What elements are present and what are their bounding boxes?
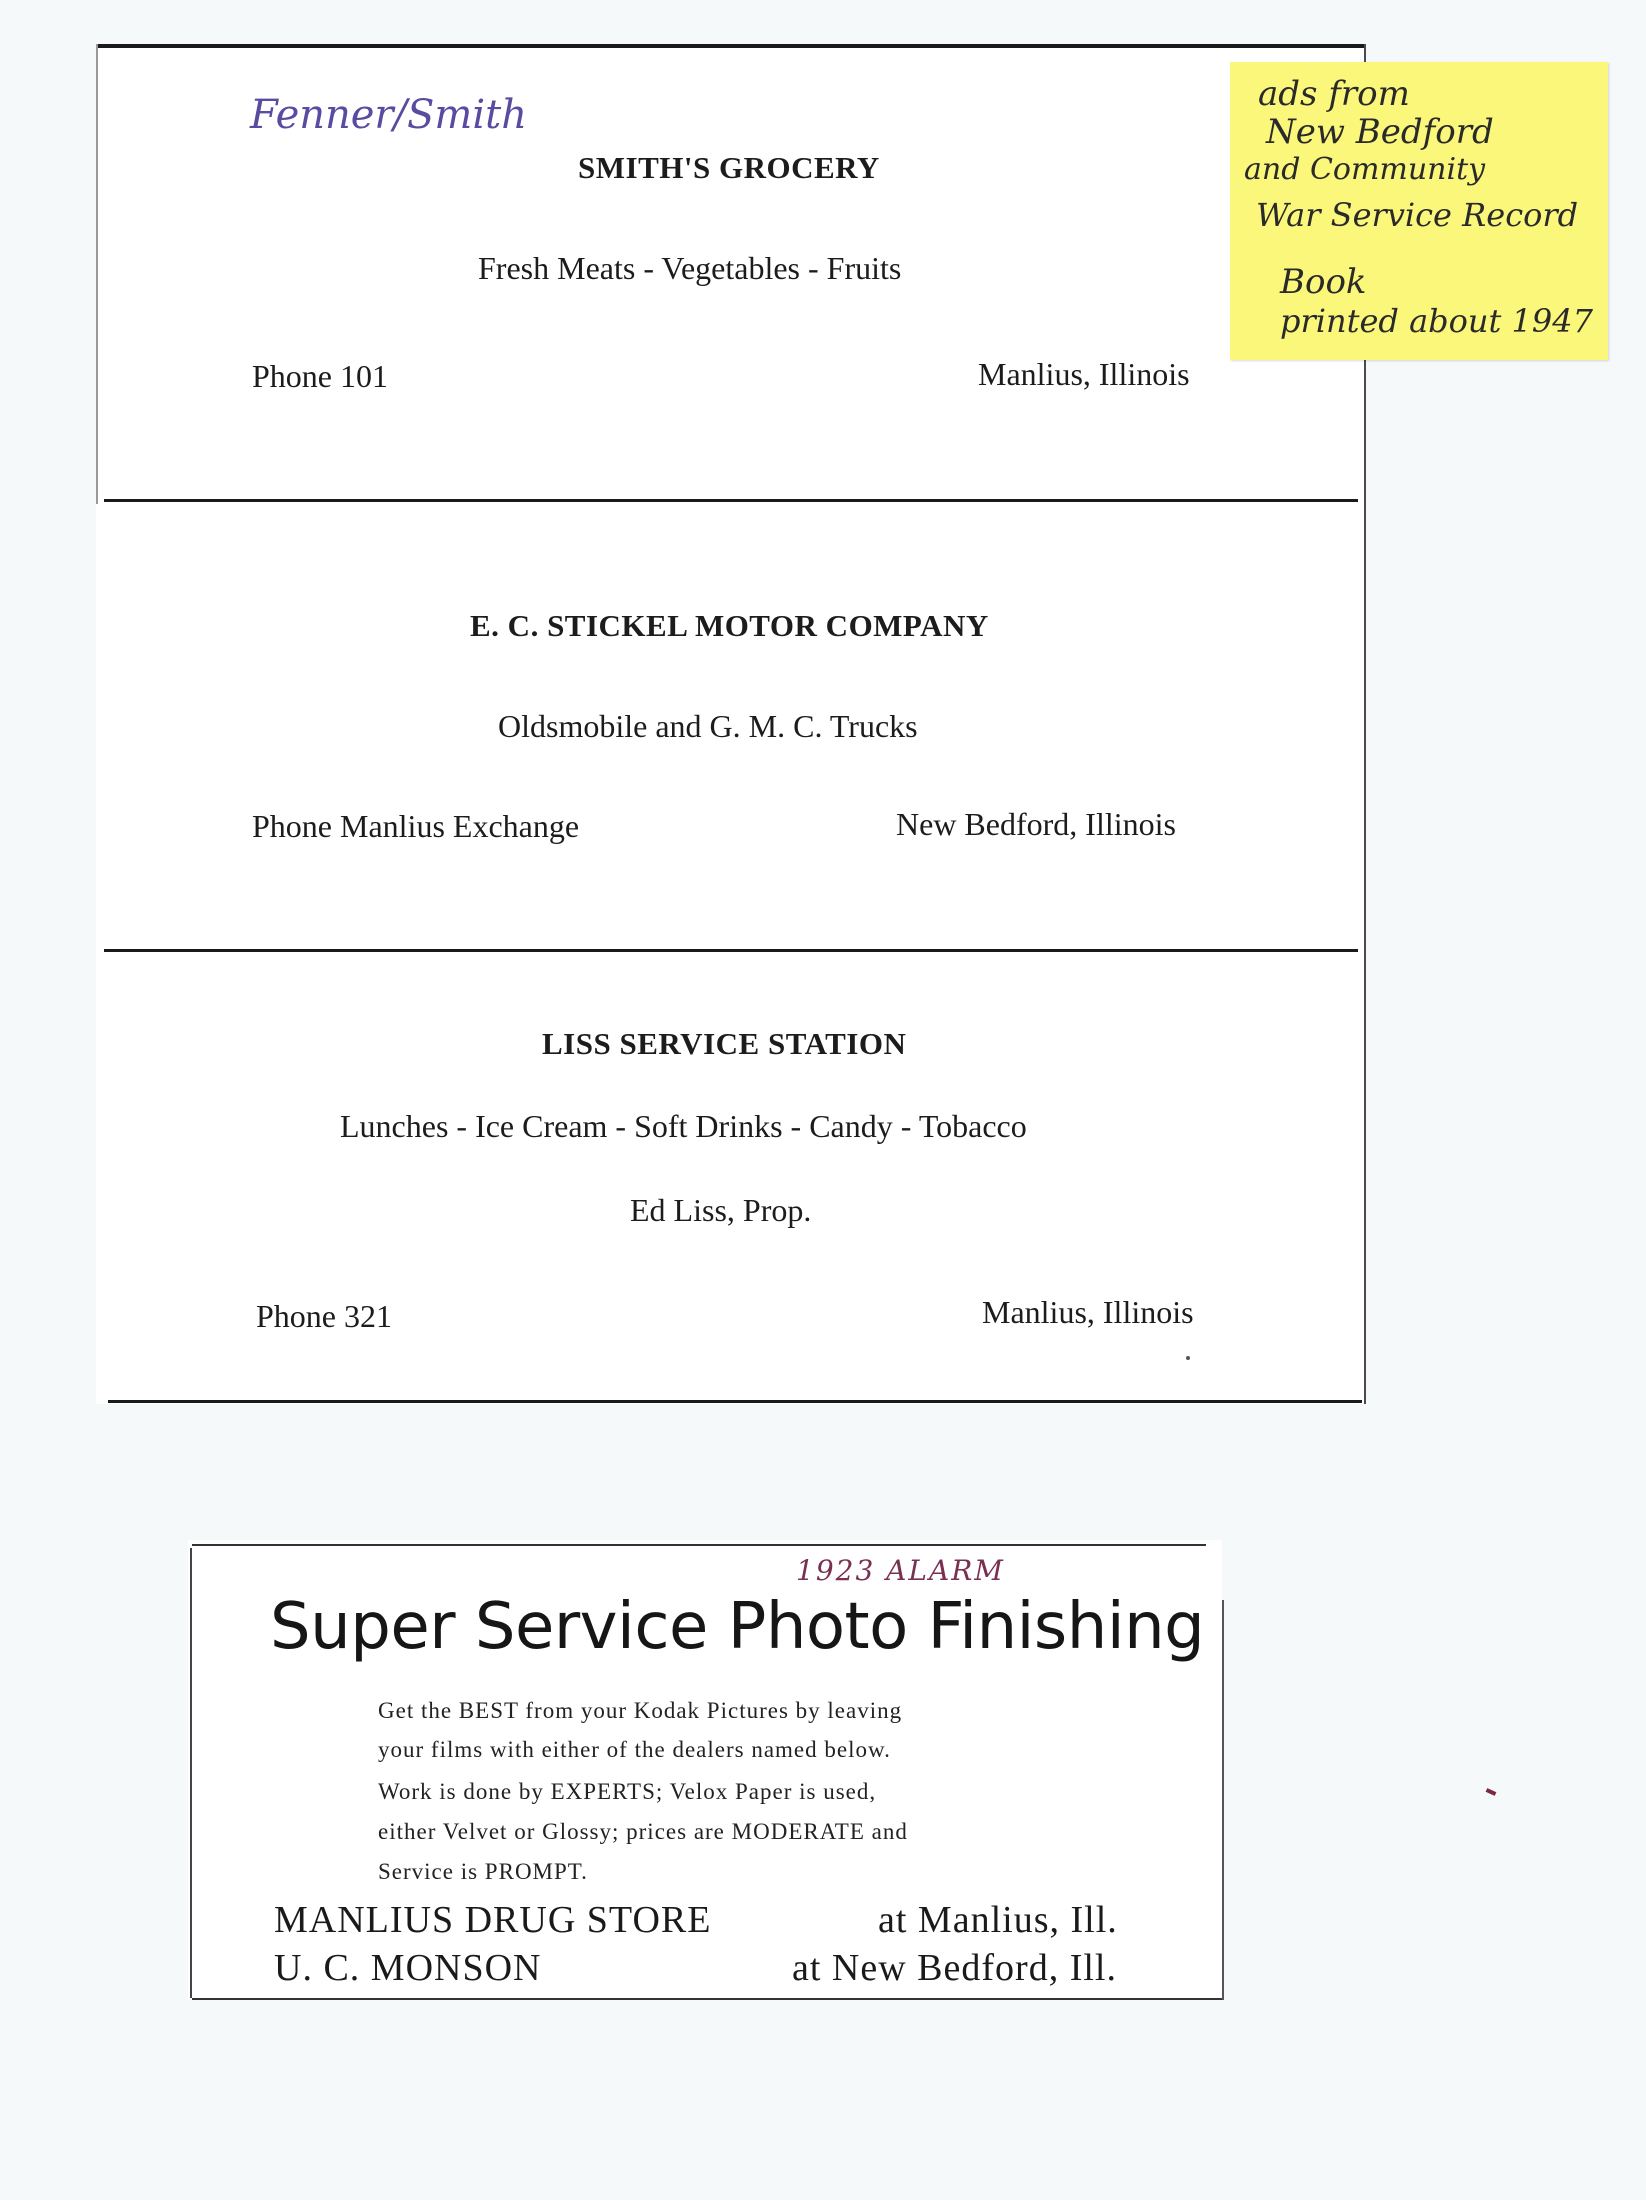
photo-ad-left-border bbox=[190, 1548, 192, 1998]
ad-location: Manlius, Illinois bbox=[978, 356, 1190, 392]
photo-ad-heading: Super Service Photo Finishing bbox=[270, 1590, 1205, 1664]
speck-mark bbox=[1186, 1356, 1190, 1360]
dealer-name: U. C. MONSON bbox=[274, 1947, 542, 1989]
photo-ad-body-line: Service is PROMPT. bbox=[378, 1859, 588, 1884]
photo-ad-body-line: your films with either of the dealers named below. bbox=[378, 1737, 891, 1762]
ink-mark bbox=[1486, 1788, 1497, 1796]
sheet-left-border bbox=[96, 44, 98, 504]
sheet-top-border bbox=[96, 44, 1366, 48]
photo-ad-right-border bbox=[1222, 1600, 1224, 2000]
ad-phone: Phone Manlius Exchange bbox=[252, 808, 580, 844]
ad-divider bbox=[104, 499, 1358, 502]
sticky-note-line: and Community bbox=[1244, 152, 1486, 187]
ad-tagline: Lunches - Ice Cream - Soft Drinks - Candy - Tobacco bbox=[340, 1108, 1027, 1144]
handwritten-note: 1923 ALARM bbox=[796, 1554, 1005, 1587]
photo-ad-bottom-border bbox=[192, 1998, 1224, 2000]
dealer-location: at New Bedford, Ill. bbox=[792, 1947, 1117, 1989]
sticky-note-line: printed about 1947 bbox=[1280, 302, 1593, 340]
ad-location: Manlius, Illinois bbox=[982, 1294, 1194, 1330]
photo-ad-body-line: Get the BEST from your Kodak Pictures by leaving bbox=[378, 1698, 903, 1723]
sticky-note-line: Book bbox=[1280, 262, 1367, 302]
sticky-note bbox=[1230, 62, 1608, 360]
sticky-note-line: ads from bbox=[1258, 74, 1410, 114]
ad-title: SMITH'S GROCERY bbox=[578, 150, 880, 185]
sticky-note-line: War Service Record bbox=[1256, 196, 1579, 234]
photo-ad-top-border bbox=[192, 1544, 1206, 1546]
ad-divider bbox=[104, 949, 1358, 952]
ad-tagline: Fresh Meats - Vegetables - Fruits bbox=[478, 250, 902, 286]
photo-ad-body-line: Work is done by EXPERTS; Velox Paper is used, bbox=[378, 1779, 877, 1804]
handwritten-signature: Fenner/Smith bbox=[250, 92, 527, 138]
ad-location: New Bedford, Illinois bbox=[896, 806, 1176, 842]
ad-proprietor: Ed Liss, Prop. bbox=[630, 1192, 812, 1228]
ad-phone: Phone 101 bbox=[252, 358, 388, 394]
ad-tagline: Oldsmobile and G. M. C. Trucks bbox=[498, 708, 918, 744]
photo-ad-body-line: either Velvet or Glossy; prices are MODERATE and bbox=[378, 1819, 908, 1844]
sticky-note-line: New Bedford bbox=[1266, 112, 1494, 152]
dealer-location: at Manlius, Ill. bbox=[878, 1899, 1118, 1941]
ad-title: E. C. STICKEL MOTOR COMPANY bbox=[470, 608, 989, 643]
ad-phone: Phone 321 bbox=[256, 1298, 392, 1334]
sheet-bottom-border bbox=[108, 1400, 1362, 1403]
ad-title: LISS SERVICE STATION bbox=[542, 1026, 907, 1061]
dealer-name: MANLIUS DRUG STORE bbox=[274, 1899, 712, 1941]
